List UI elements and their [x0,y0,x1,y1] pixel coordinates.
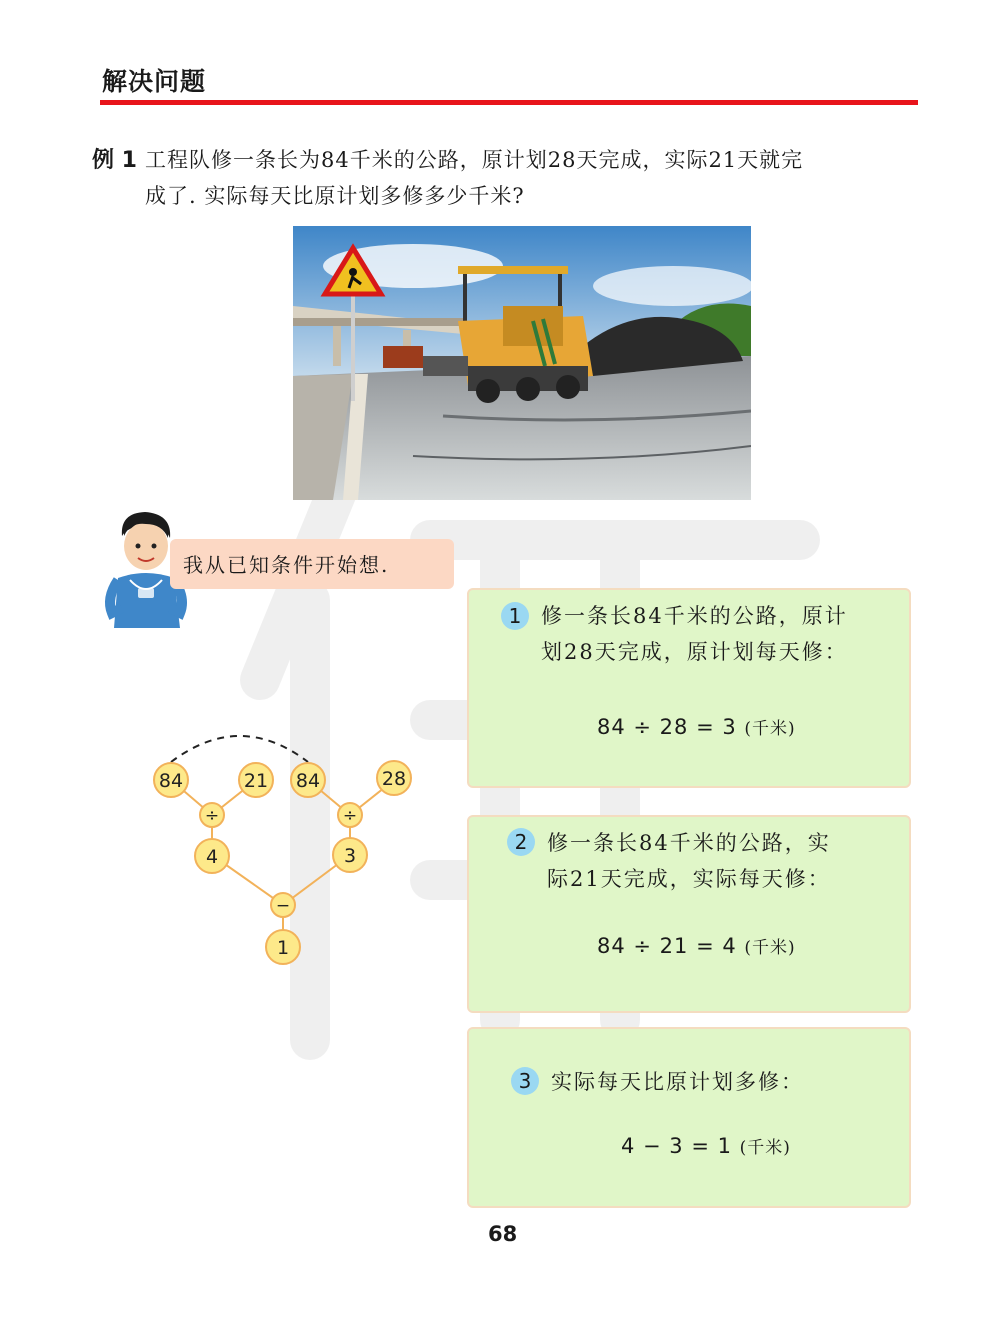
step-3-equation [621,1133,791,1158]
svg-text:4: 4 [205,846,219,868]
road-paver-photo [293,226,751,500]
page-number: 68 [488,1222,518,1246]
svg-text:84: 84 [295,770,321,792]
svg-text:−: − [275,896,291,916]
step-3-equation-expr: 4 − 3 = 1 [621,1134,732,1158]
svg-text:3: 3 [343,845,357,867]
section-title: 解决问题 [102,67,207,96]
tree-op-divide-left [200,803,224,827]
step-3-unit: (千米) [739,1138,791,1158]
svg-text:÷: ÷ [204,806,220,826]
svg-text:21: 21 [243,770,269,792]
tree-op-minus [271,893,295,917]
tree-node-84-a [154,763,188,797]
step-1-line-2: 划28天完成，原计划每天修： [541,640,848,664]
header-divider [100,100,918,105]
same-value-link [171,736,308,762]
step-3-line-1: 实际每天比原计划多修： [551,1070,804,1094]
step-number-3: 3 [511,1067,539,1095]
example-label: 例 1 [92,148,137,173]
step-2-line-1: 修一条长84千米的公路，实 [547,831,831,855]
svg-text:84: 84 [158,770,184,792]
tree-node-4 [195,839,229,873]
step-1-equation [597,714,796,739]
step-1-line-1: 修一条长84千米的公路，原计 [541,604,848,628]
svg-text:28: 28 [381,768,407,790]
step-2-line-2: 际21天完成，实际每天修： [547,867,831,891]
speech-text: 我从已知条件开始想. [183,553,390,577]
step-card-3 [467,1027,911,1208]
step-1-text [541,598,848,670]
problem-line-2: 成了. 实际每天比原计划多修多少千米? [145,184,525,208]
tree-node-3 [333,838,367,872]
step-2-equation [597,933,796,958]
tree-node-84-b [291,763,325,797]
tree-node-1 [266,930,300,964]
tree-node-21 [239,763,273,797]
step-number-2: 2 [507,828,535,856]
tree-op-divide-right [338,803,362,827]
step-number-1: 1 [501,602,529,630]
problem-text [145,142,925,214]
step-2-equation-expr: 84 ÷ 21 = 4 [597,934,737,958]
step-1-unit: (千米) [744,719,796,739]
svg-text:1: 1 [276,937,290,959]
step-2-text [547,825,831,897]
analysis-tree-diagram [140,720,430,970]
svg-text:÷: ÷ [342,806,358,826]
step-2-unit: (千米) [744,938,796,958]
problem-line-1: 工程队修一条长为84千米的公路，原计划28天完成，实际21天就完 [145,148,804,172]
tree-node-28 [377,761,411,795]
step-1-equation-expr: 84 ÷ 28 = 3 [597,715,737,739]
step-3-text [551,1064,804,1100]
